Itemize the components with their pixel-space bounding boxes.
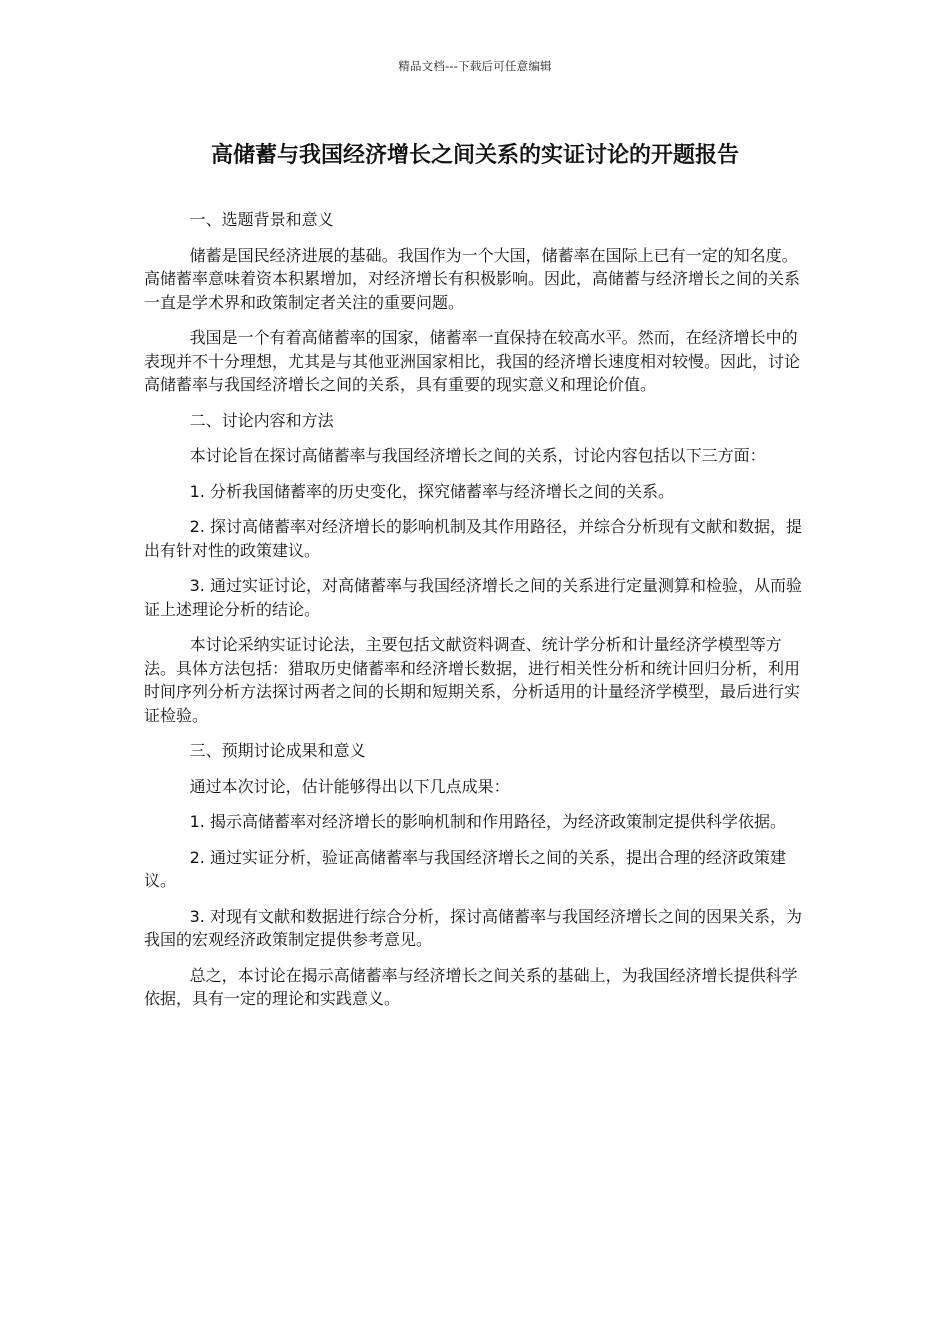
header-note: 精品文档---下载后可任意编辑 (398, 59, 552, 73)
section-heading-content-methods: 二、讨论内容和方法 (189, 410, 334, 430)
document-title: 高储蓄与我国经济增长之间关系的实证讨论的开题报告 (210, 143, 739, 168)
paragraph: 我国是一个有着高储蓄率的国家，储蓄率一直保持在较高水平。然而，在经济增长中的表现并不十分理想，尤其是与其他亚洲国家相比，我国的经济增长速度相对较慢。因此，讨论高储蓄率与我国经济增长之间的关系，具有重要的现实意义和理论价值。 (144, 328, 801, 394)
paragraph: 通过本次讨论，估计能够得出以下几点成果： (189, 776, 510, 796)
list-item: 1. 揭示高储蓄率对经济增长的影响机制和作用路径，为经济政策制定提供科学依据。 (189, 812, 786, 831)
conclusion-paragraph: 总之，本讨论在揭示高储蓄率与经济增长之间关系的基础上，为我国经济增长提供科学依据，具有一定的理论和实践意义。 (144, 965, 798, 1008)
list-item: 1. 分析我国储蓄率的历史变化，探究储蓄率与经济增长之间的关系。 (189, 481, 674, 501)
list-item: 3. 通过实证讨论，对高储蓄率与我国经济增长之间的关系进行定量测算和检验，从而验证上述理论分析的结论。 (144, 576, 802, 619)
paragraph: 储蓄是国民经济进展的基础。我国作为一个大国，储蓄率在国际上已有一定的知名度。高储蓄率意味着资本积累增加，对经济增长有积极影响。因此，高储蓄与经济增长之间的关系一直是学术界和政策制定者关注的重要问题。 (144, 245, 801, 312)
list-item: 3. 对现有文献和数据进行综合分析，探讨高储蓄率与我国经济增长之间的因果关系，为我国的宏观经济政策制定提供参考意见。 (144, 906, 802, 949)
section-heading-background: 一、选题背景和意义 (189, 210, 334, 229)
section-heading-expected-results: 三、预期讨论成果和意义 (189, 741, 366, 760)
document-body (144, 208, 808, 1023)
list-item: 2. 通过实证分析，验证高储蓄率与我国经济增长之间的关系，提出合理的经济政策建议。 (144, 847, 786, 890)
paragraph: 本讨论旨在探讨高储蓄率与我国经济增长之间的关系，讨论内容包括以下三方面： (189, 446, 766, 465)
list-item: 2. 探讨高储蓄率对经济增长的影响机制及其作用路径，并综合分析现有文献和数据，提出有针对性的政策建议。 (144, 517, 802, 560)
paragraph: 本讨论采纳实证讨论法，主要包括文献资料调查、统计学分析和计量经济学模型等方法。具体方法包括：猎取历史储蓄率和经济增长数据，进行相关性分析和统计回归分析，利用时间序列分析方法探讨两者之间的长期和短期关系，分析适用的计量经济学模型，最后进行实证检验。 (144, 635, 801, 725)
